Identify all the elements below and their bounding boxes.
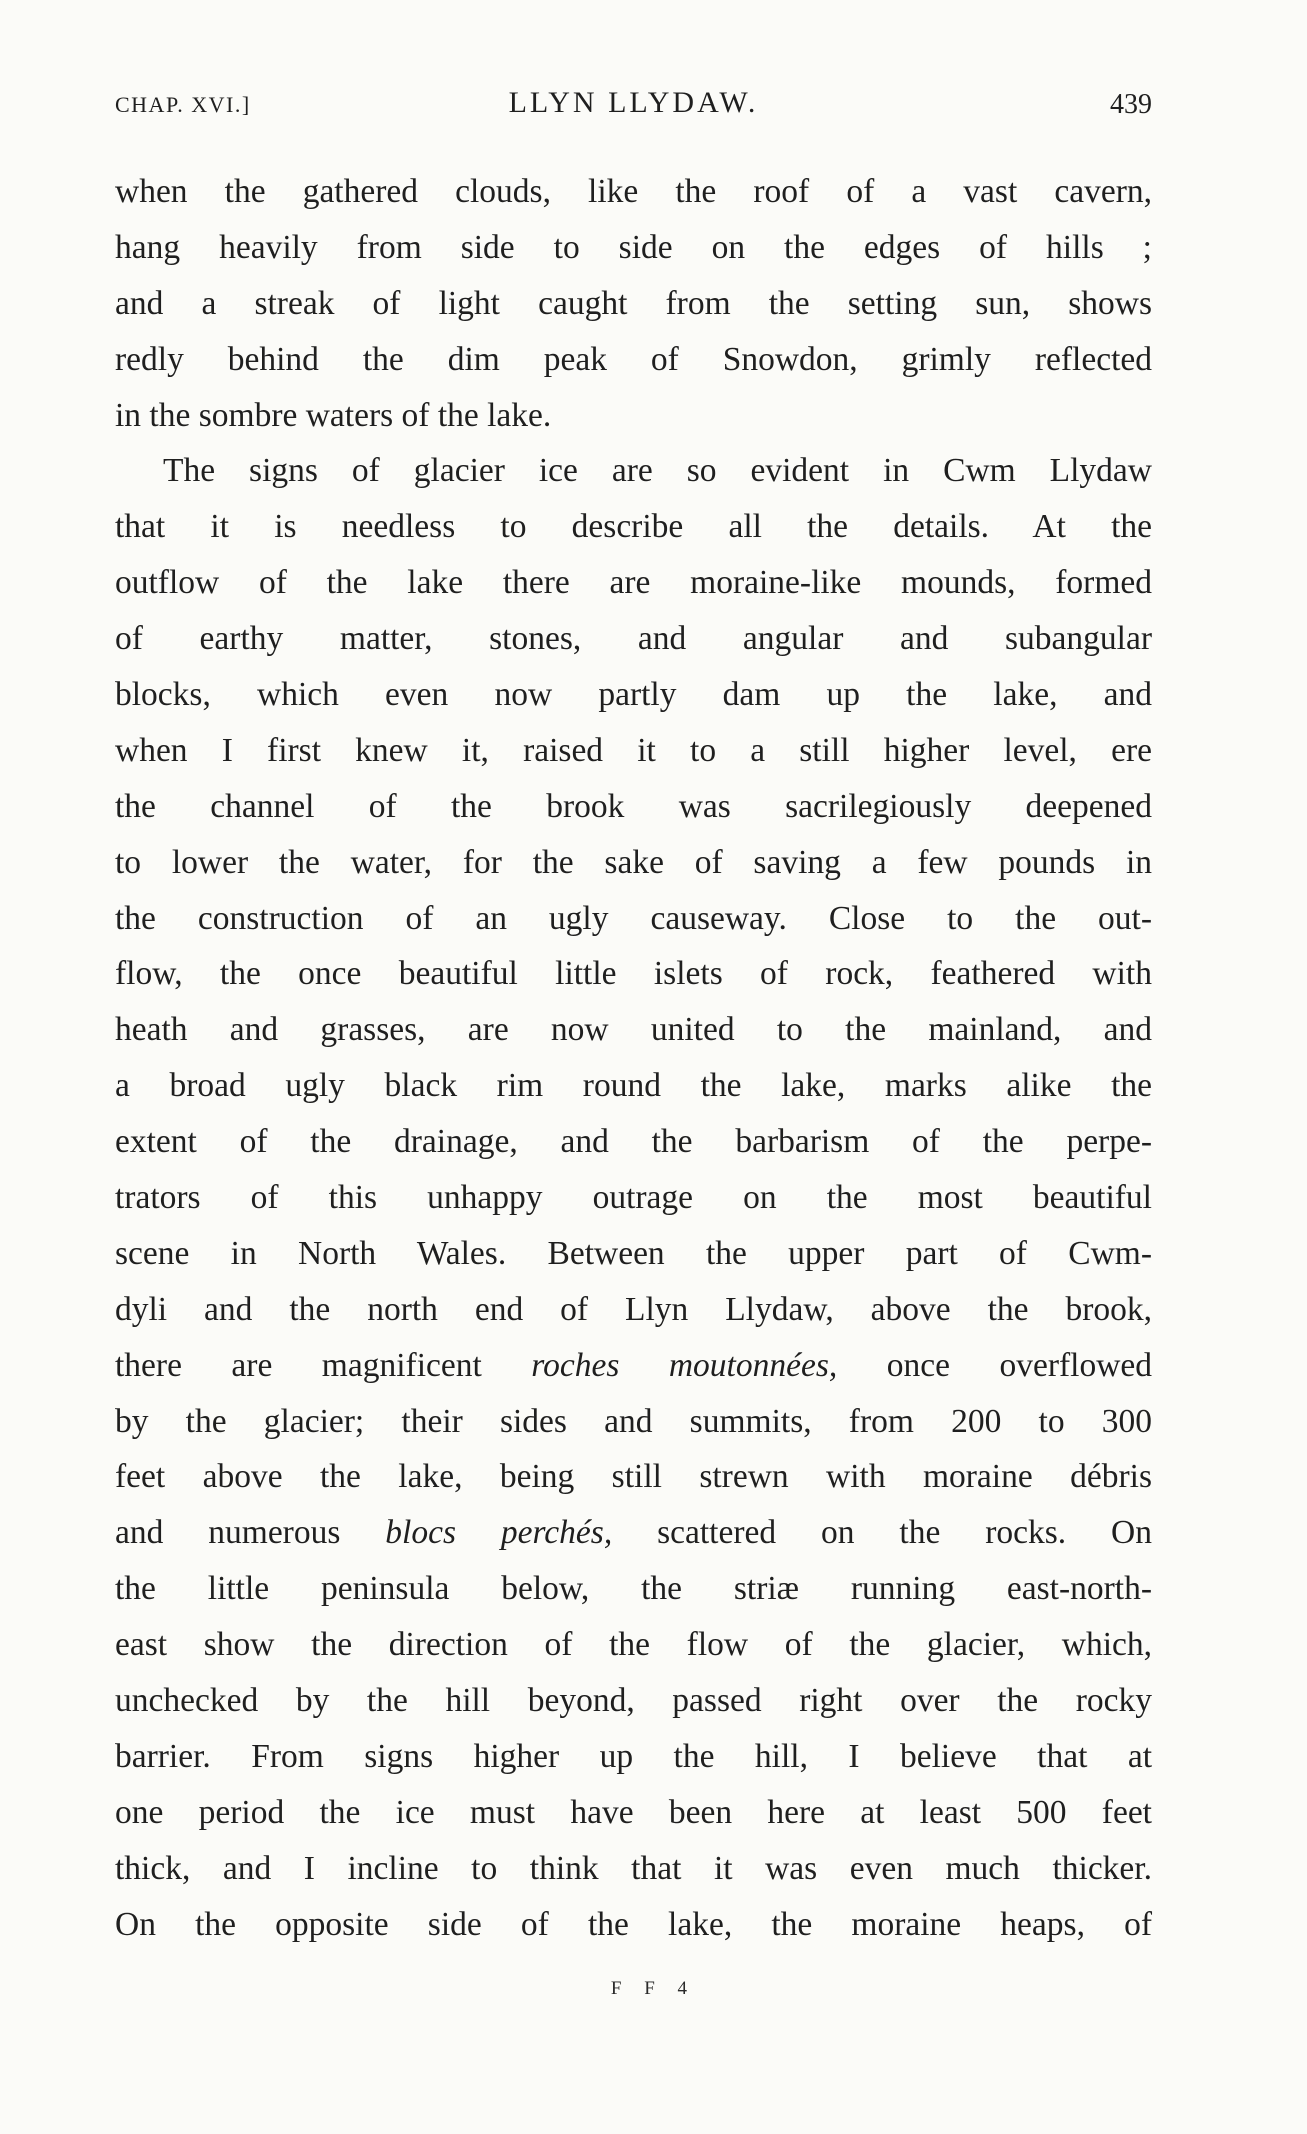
text-line: the channel of the brook was sacrilegiously deepened xyxy=(115,787,1152,825)
text-line: east show the direction of the flow of the glacier, which, xyxy=(115,1626,1152,1664)
italic-term: blocs perchés, xyxy=(385,1514,613,1552)
text-line: of earthy matter, stones, and angular and subangular xyxy=(115,620,1152,658)
text-line: feet above the lake, being still strewn with moraine débris xyxy=(115,1458,1152,1496)
text-line: unchecked by the hill beyond, passed right over the rocky xyxy=(115,1682,1152,1720)
text-line: that it is needless to describe all the details. At the xyxy=(115,508,1152,546)
signature-mark: F F 4 xyxy=(610,1978,697,1999)
text-line xyxy=(115,1505,1152,1561)
text-line: a broad ugly black rim round the lake, marks alike the xyxy=(115,1067,1152,1105)
text-line: outflow of the lake there are moraine-like mounds, formed xyxy=(115,564,1152,602)
text-line: trators of this unhappy outrage on the most beautiful xyxy=(115,1179,1152,1217)
text-line xyxy=(115,1338,1152,1394)
text-line: the construction of an ugly causeway. Close to the out- xyxy=(115,899,1152,937)
text-line: when the gathered clouds, like the roof of a vast cavern, xyxy=(115,173,1152,210)
text-line: blocks, which even now partly dam up the lake, and xyxy=(115,676,1152,714)
text-run: and numerous xyxy=(115,1514,386,1552)
text-line: extent of the drainage, and the barbarism of the perpe- xyxy=(115,1123,1152,1161)
text-line: to lower the water, for the sake of saving a few pounds in xyxy=(115,843,1152,881)
text-run: scattered on the rocks. On xyxy=(612,1514,1152,1552)
page-number: 439 xyxy=(1110,89,1152,120)
text-line: dyli and the north end of Llyn Llydaw, above the brook, xyxy=(115,1290,1152,1328)
text-line: one period the ice must have been here at least 500 feet xyxy=(115,1793,1152,1831)
body-text xyxy=(115,164,1152,1953)
running-title: LLYN LLYDAW. xyxy=(508,86,759,119)
italic-term: roches moutonnées, xyxy=(531,1346,838,1384)
text-line: when I first knew it, raised it to a still higher level, ere xyxy=(115,731,1152,769)
text-line: scene in North Wales. Between the upper part of Cwm- xyxy=(115,1234,1152,1272)
text-line: The signs of glacier ice are so evident in Cwm Llydaw xyxy=(163,452,1152,490)
text-line: On the opposite side of the lake, the moraine heaps, of xyxy=(115,1905,1152,1943)
running-header xyxy=(115,86,1152,126)
text-line: thick, and I incline to think that it was even much thicker. xyxy=(115,1849,1152,1887)
text-line: the little peninsula below, the striæ running east-north- xyxy=(115,1570,1152,1608)
text-line: and a streak of light caught from the setting sun, shows xyxy=(115,284,1152,322)
text-line: by the glacier; their sides and summits, from 200 to 300 xyxy=(115,1402,1152,1440)
text-line: in the sombre waters of the lake. xyxy=(115,396,552,434)
chapter-label: CHAP. XVI.] xyxy=(115,92,251,117)
text-line: heath and grasses, are now united to the mainland, and xyxy=(115,1011,1152,1049)
text-line: hang heavily from side to side on the edges of hills ; xyxy=(115,228,1152,266)
text-run: there are magnificent xyxy=(115,1346,532,1384)
text-line: redly behind the dim peak of Snowdon, grimly reflected xyxy=(115,340,1152,378)
text-run: once overflowed xyxy=(837,1346,1153,1384)
text-line: barrier. From signs higher up the hill, I believe that at xyxy=(115,1737,1152,1775)
text-line: flow, the once beautiful little islets of rock, feathered with xyxy=(115,955,1152,993)
